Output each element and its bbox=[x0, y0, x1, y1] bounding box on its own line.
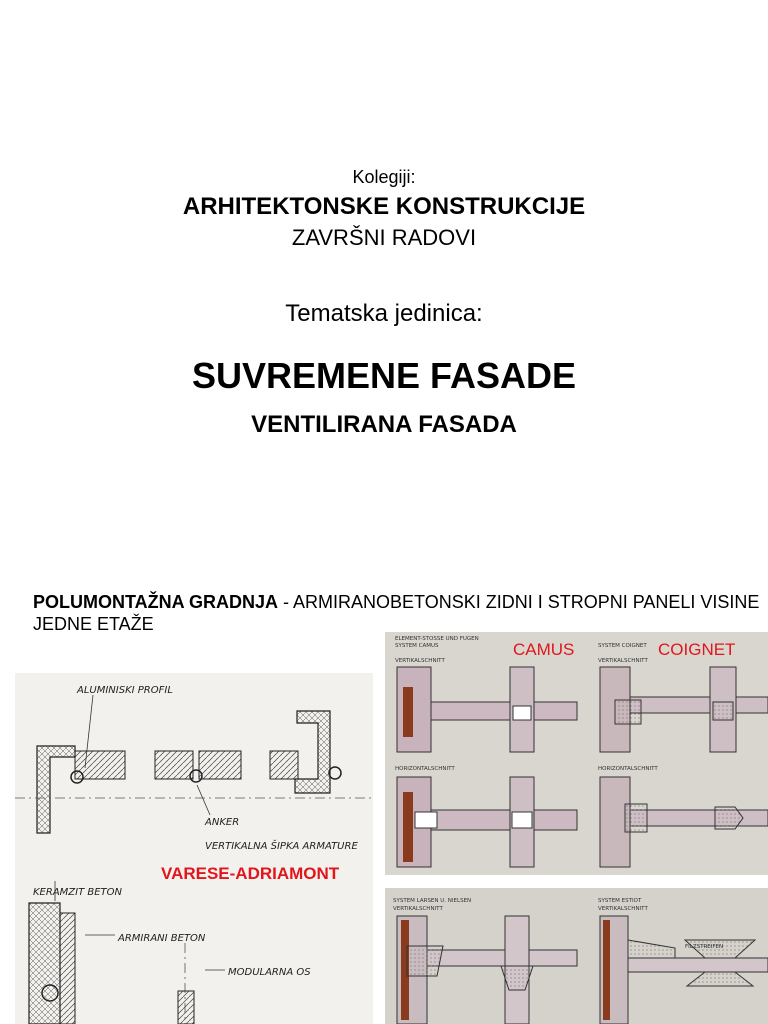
varese-drawing-svg bbox=[15, 673, 373, 1024]
camus-slab-h bbox=[431, 810, 577, 830]
system-label-varese: VARESE-ADRIAMONT bbox=[161, 864, 340, 883]
course-title-1: ARHITEKTONSKE KONSTRUKCIJE bbox=[182, 193, 586, 220]
camus-coignet-svg bbox=[385, 632, 768, 875]
estiot-joint-3 bbox=[687, 972, 753, 986]
caption-vert-right: VERTIKALSCHNITT bbox=[598, 658, 648, 664]
larsen-estiot-svg bbox=[385, 888, 768, 1024]
right-corner-panel bbox=[295, 711, 330, 793]
course-title-2: ZAVRŠNI RADOVI bbox=[291, 225, 477, 250]
coignet-joint-v1 bbox=[615, 700, 641, 724]
camus-brick-v bbox=[403, 687, 413, 737]
system-label-coignet: COIGNET bbox=[658, 640, 736, 659]
wall-panel-3 bbox=[199, 751, 241, 779]
caption-larsen: SYSTEM LARSEN U. NIELSEN bbox=[393, 898, 472, 904]
system-label-camus: CAMUS bbox=[513, 640, 575, 659]
caption-horiz-left: HORIZONTALSCHNITT bbox=[395, 766, 455, 772]
caption-estiot: SYSTEM ESTIOT bbox=[598, 898, 642, 904]
coignet-slab-h bbox=[630, 810, 768, 826]
caption-vert-left-b: VERTIKALSCHNITT bbox=[393, 906, 443, 912]
camus-joint-h1 bbox=[415, 812, 437, 828]
label-anker: ANKER bbox=[205, 817, 240, 828]
lower-inner-layer bbox=[60, 913, 75, 1024]
label-vertikalna: VERTIKALNA ŠIPKA ARMATURE bbox=[205, 841, 358, 852]
camus-slab-v bbox=[431, 702, 577, 720]
estiot-joint-1 bbox=[628, 940, 675, 958]
estiot-brick bbox=[603, 920, 610, 1020]
camus-wall-v bbox=[397, 667, 431, 752]
label-filz: FILZSTREIFEN bbox=[685, 944, 724, 950]
coignet-slab-v bbox=[630, 697, 768, 713]
estiot-slab bbox=[628, 958, 768, 972]
camus-coignet-drawing bbox=[385, 632, 768, 875]
main-title: SUVREMENE FASADE bbox=[191, 355, 577, 396]
wall-panel-2 bbox=[155, 751, 193, 779]
coignet-joint-v2 bbox=[713, 702, 733, 720]
intro-text bbox=[33, 591, 763, 635]
kolegiji-label: Kolegiji: bbox=[352, 167, 416, 187]
larsen-estiot-drawing bbox=[385, 888, 768, 1024]
camus-joint-v bbox=[513, 706, 531, 720]
intro-rest: - ARMIRANOBETONSKI ZIDNI I STROPNI PANELI VISINE JEDNE ETAŽE bbox=[33, 592, 760, 634]
camus-joint-h2 bbox=[512, 812, 532, 828]
label-armirani: ARMIRANI BETON bbox=[118, 933, 206, 944]
camus-brick-h bbox=[403, 792, 413, 862]
corner-panel bbox=[37, 746, 75, 833]
caption-vert-right-b: VERTIKALSCHNITT bbox=[598, 906, 648, 912]
label-modularna: MODULARNA OS bbox=[228, 967, 311, 978]
larsen-slab bbox=[427, 950, 577, 966]
caption-system-camus: SYSTEM CAMUS bbox=[395, 643, 439, 649]
wall-panel-4 bbox=[270, 751, 298, 779]
larsen-joint-1 bbox=[407, 946, 443, 976]
leader-anker bbox=[197, 785, 210, 815]
intro-bold: POLUMONTAŽNA GRADNJA bbox=[33, 592, 278, 612]
caption-vert-left: VERTIKALSCHNITT bbox=[395, 658, 445, 664]
caption-horiz-right: HORIZONTALSCHNITT bbox=[598, 766, 658, 772]
label-keramzit: KERAMZIT BETON bbox=[33, 887, 123, 898]
varese-adriamont-drawing bbox=[15, 673, 373, 1024]
coignet-joint-h1 bbox=[625, 804, 647, 832]
lower-wall bbox=[29, 903, 60, 1024]
tematska-label: Tematska jedinica: bbox=[285, 300, 483, 327]
subtitle: VENTILIRANA FASADA bbox=[251, 411, 517, 438]
label-aluminiski: ALUMINISKI PROFIL bbox=[77, 685, 173, 696]
caption-system-coignet: SYSTEM COIGNET bbox=[598, 643, 647, 649]
lower-panel bbox=[178, 991, 194, 1024]
joint-3 bbox=[329, 767, 341, 779]
caption-element-stosse: ELEMENT-STOSSE UND FUGEN bbox=[395, 636, 479, 642]
